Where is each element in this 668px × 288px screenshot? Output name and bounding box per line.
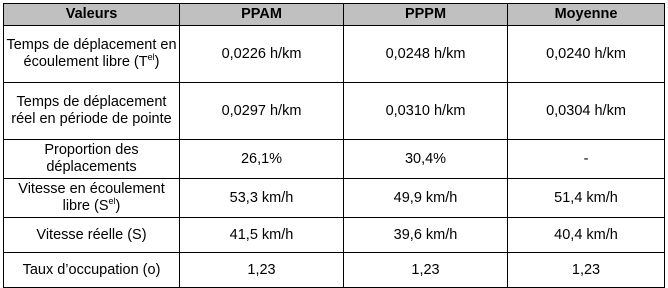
cell-ppam: 53,3 km/h <box>180 179 344 218</box>
header-row <box>4 4 665 26</box>
row-label-text: Vitesse en écoulement libre (S <box>18 181 165 214</box>
row-label <box>4 83 180 140</box>
travel-values-table <box>3 3 665 288</box>
table-row <box>4 218 665 253</box>
data-table-wrapper <box>3 3 665 288</box>
row-label-sup: el <box>147 52 155 62</box>
table-row <box>4 83 665 140</box>
table-row <box>4 26 665 83</box>
cell-moyenne: 40,4 km/h <box>508 218 665 253</box>
row-label-text: Vitesse réelle (S) <box>36 226 147 243</box>
row-label-sup: el <box>108 196 116 206</box>
row-label-text: Proportion des déplacements <box>44 142 139 175</box>
cell-pppm: 0,0248 h/km <box>344 26 508 83</box>
row-label-after: ) <box>154 54 160 70</box>
cell-ppam: 0,0226 h/km <box>180 26 344 83</box>
cell-ppam: 41,5 km/h <box>180 218 344 253</box>
table-row <box>4 253 665 288</box>
row-label-text: Taux d’occupation (o) <box>22 261 161 278</box>
row-label-after: ) <box>115 198 121 214</box>
header-ppam: PPAM <box>180 4 344 26</box>
cell-ppam: 26,1% <box>180 140 344 179</box>
row-label <box>4 218 180 253</box>
table-row <box>4 140 665 179</box>
row-label <box>4 253 180 288</box>
row-label-text: Temps de déplacement réel en période de pointe <box>11 94 172 127</box>
header-moyenne: Moyenne <box>508 4 665 26</box>
header-pppm: PPPM <box>344 4 508 26</box>
table-row <box>4 179 665 218</box>
cell-moyenne: 0,0304 h/km <box>508 83 665 140</box>
row-label-text: Temps de déplacement en écoulement libre (T <box>6 37 177 70</box>
row-label <box>4 140 180 179</box>
cell-moyenne: - <box>508 140 665 179</box>
cell-ppam: 0,0297 h/km <box>180 83 344 140</box>
cell-pppm: 49,9 km/h <box>344 179 508 218</box>
cell-moyenne: 1,23 <box>508 253 665 288</box>
cell-ppam: 1,23 <box>180 253 344 288</box>
cell-pppm: 30,4% <box>344 140 508 179</box>
header-valeurs: Valeurs <box>4 4 180 26</box>
cell-pppm: 39,6 km/h <box>344 218 508 253</box>
cell-pppm: 1,23 <box>344 253 508 288</box>
row-label <box>4 179 180 218</box>
cell-moyenne: 51,4 km/h <box>508 179 665 218</box>
cell-moyenne: 0,0240 h/km <box>508 26 665 83</box>
row-label <box>4 26 180 83</box>
cell-pppm: 0,0310 h/km <box>344 83 508 140</box>
